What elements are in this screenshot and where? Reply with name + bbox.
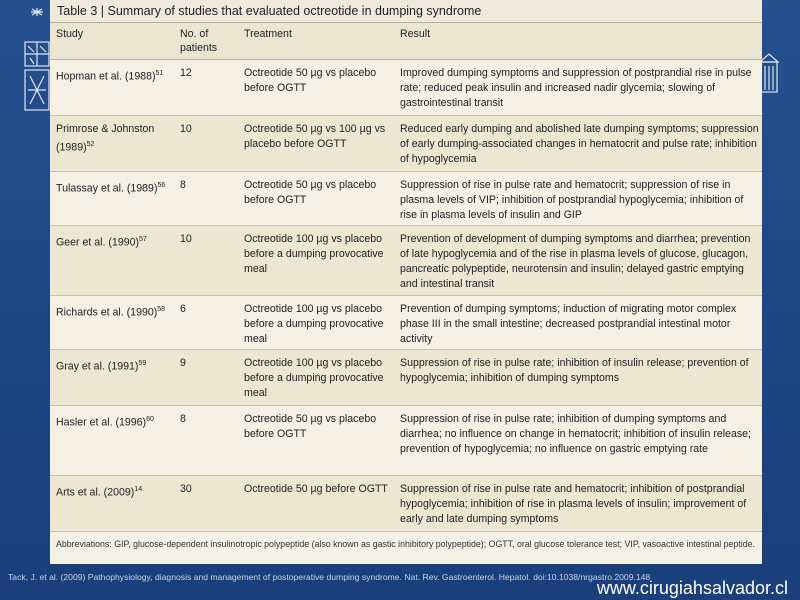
patients-cell: 12 bbox=[174, 60, 238, 116]
result-cell: Prevention of dumping symptoms; induction of migrating motor complex phase III in the small intestine; decreased postprandial intestinal motor activity bbox=[394, 296, 762, 350]
website-url: www.cirugiahsalvador.cl bbox=[596, 578, 788, 598]
table-row bbox=[50, 406, 762, 476]
table-row bbox=[50, 60, 762, 116]
treatment-cell: Octreotide 50 µg vs placebo before OGTT bbox=[238, 406, 394, 476]
study-ref: 57 bbox=[139, 236, 147, 243]
study-cell bbox=[50, 172, 174, 226]
treatment-cell: Octreotide 50 µg before OGTT bbox=[238, 476, 394, 532]
table-row bbox=[50, 476, 762, 532]
table-row bbox=[50, 350, 762, 406]
study-name: Gray et al. (1991) bbox=[56, 360, 139, 373]
study-name: Hopman et al. (1988) bbox=[56, 70, 156, 83]
header-patients: No. of patients bbox=[174, 23, 238, 60]
study-cell bbox=[50, 60, 174, 116]
study-cell bbox=[50, 350, 174, 406]
table-row bbox=[50, 172, 762, 226]
study-cell bbox=[50, 476, 174, 532]
header-result: Result bbox=[394, 23, 762, 60]
study-cell bbox=[50, 406, 174, 476]
header-treatment: Treatment bbox=[238, 23, 394, 60]
study-ref: 58 bbox=[157, 306, 166, 313]
result-cell: Suppression of rise in pulse rate; inhibition of dumping symptoms and diarrhea; no influence on change in hematocrit; inhibition of insulin release; prevention of hypoglycemia; no influence on gastric emptying rate bbox=[394, 406, 762, 476]
study-cell bbox=[50, 116, 174, 172]
study-cell bbox=[50, 296, 174, 350]
header-row bbox=[50, 23, 762, 60]
table-row bbox=[50, 226, 762, 296]
result-cell: Suppression of rise in pulse rate; inhibition of insulin release; prevention of hypoglycemia; inhibition of dumping symptoms bbox=[394, 350, 762, 406]
patients-cell: 6 bbox=[174, 296, 238, 350]
result-cell: Prevention of development of dumping symptoms and diarrhea; prevention of late hypoglycemia and of the rise in plasma levels of glucose, glucagon, pancreatic polypeptide, neurotensin and insulin; delayed gastric emptying and intestinal transit bbox=[394, 226, 762, 296]
study-ref: 51 bbox=[155, 70, 164, 77]
result-cell: Suppression of rise in pulse rate and hematocrit; suppression of rise in plasma levels of VIP; inhibition of postprandial hypoglycemia; inhibition of rise in plasma levels of insulin and GIP bbox=[394, 172, 762, 226]
summary-table-card bbox=[50, 0, 762, 564]
result-cell: Reduced early dumping and abolished late dumping symptoms; suppression of early dumping-associated changes in hematocrit and pulse rate; inhibition of hypoglycemia bbox=[394, 116, 762, 172]
patients-cell: 10 bbox=[174, 116, 238, 172]
result-cell: Suppression of rise in pulse rate and hematocrit; inhibition of postprandial hypoglycemia; inhibition of rise in plasma levels of insulin; improvement of early and late dumping symptoms bbox=[394, 476, 762, 532]
patients-cell: 30 bbox=[174, 476, 238, 532]
patients-cell: 8 bbox=[174, 406, 238, 476]
treatment-cell: Octreotide 50 µg vs placebo before OGTT bbox=[238, 60, 394, 116]
treatment-cell: Octreotide 100 µg vs placebo before a dumping provocative meal bbox=[238, 296, 394, 350]
table-row bbox=[50, 116, 762, 172]
abbreviations-note: Abbreviations: GIP, glucose-dependent insulinotropic polypeptide (also known as gastic inhibitory polypeptide); OGTT, oral glucose tolerance test; VIP, vasoactive intestinal peptide. bbox=[50, 532, 762, 550]
table-title: Table 3 | Summary of studies that evaluated octreotide in dumping syndrome bbox=[50, 0, 762, 23]
study-ref: 56 bbox=[157, 182, 166, 189]
study-name: Hasler et al. (1996) bbox=[56, 416, 147, 429]
result-cell: Improved dumping symptoms and suppression of postprandial rise in pulse rate; reduced peak insulin and increased nadir glycemia; slowing of gastrointestinal transit bbox=[394, 60, 762, 116]
study-name: Arts et al. (2009) bbox=[56, 486, 135, 499]
patients-cell: 8 bbox=[174, 172, 238, 226]
source-citation: Tack, J. et al. (2009) Pathophysiology, diagnosis and management of postoperative dumping syndrome. Nat. Rev. Gastroenterol. Hepatol. doi:10.1038/nrgastro.2009.148 bbox=[8, 572, 651, 582]
study-cell bbox=[50, 226, 174, 296]
header-study: Study bbox=[50, 23, 174, 60]
patients-cell: 9 bbox=[174, 350, 238, 406]
study-name: Primrose & Johnston (1989) bbox=[56, 123, 155, 154]
treatment-cell: Octreotide 100 µg vs placebo before a dumping provocative meal bbox=[238, 226, 394, 296]
table-row bbox=[50, 296, 762, 350]
study-name: Tulassay et al. (1989) bbox=[56, 182, 158, 195]
study-name: Richards et al. (1990) bbox=[56, 306, 158, 319]
patients-cell: 10 bbox=[174, 226, 238, 296]
study-name: Geer et al. (1990) bbox=[56, 236, 140, 249]
study-ref: 60 bbox=[146, 416, 154, 423]
studies-table bbox=[50, 23, 762, 532]
treatment-cell: Octreotide 50 µg vs 100 µg vs placebo before OGTT bbox=[238, 116, 394, 172]
treatment-cell: Octreotide 50 µg vs placebo before OGTT bbox=[238, 172, 394, 226]
university-crest-icon bbox=[22, 6, 52, 116]
study-ref: 14 bbox=[134, 486, 143, 493]
treatment-cell: Octreotide 100 µg vs placebo before a dumping provocative meal bbox=[238, 350, 394, 406]
study-ref: 59 bbox=[138, 360, 147, 367]
study-ref: 52 bbox=[86, 141, 95, 148]
